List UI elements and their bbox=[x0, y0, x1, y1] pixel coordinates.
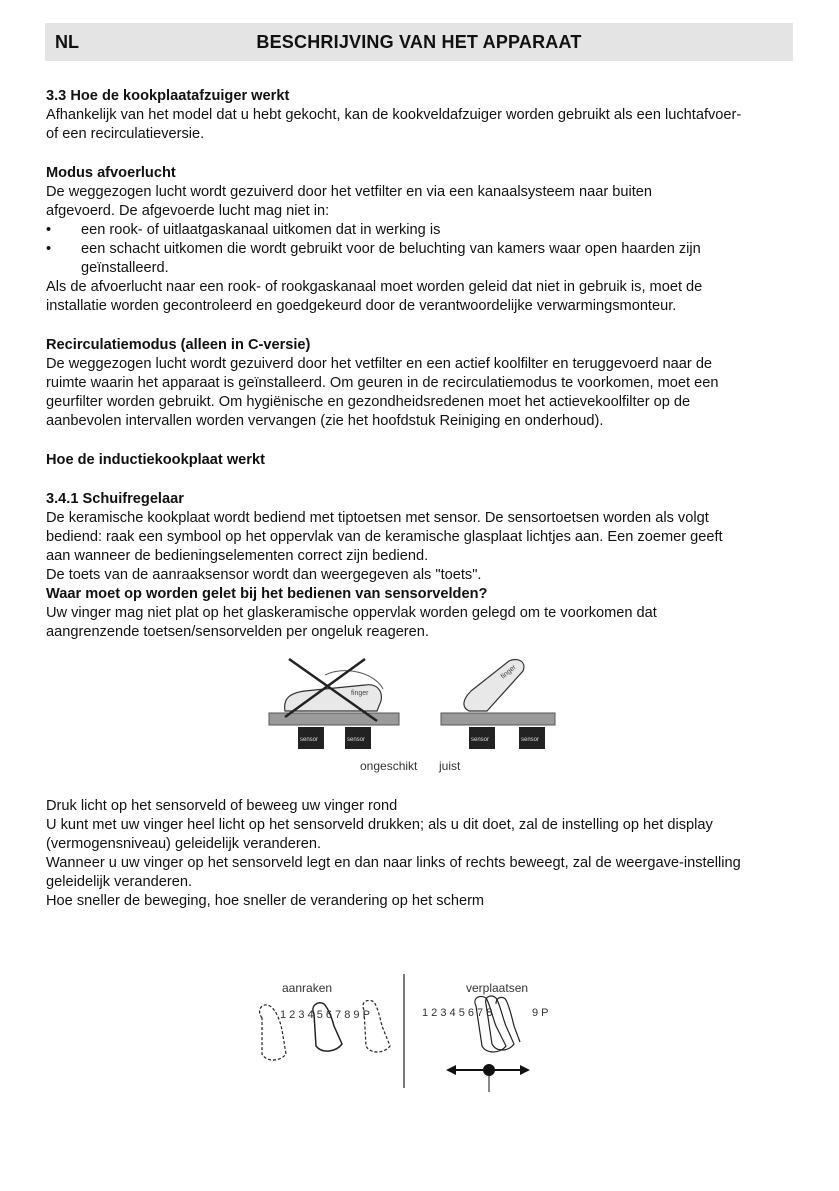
paragraph-line: aangrenzende toetsen/sensorvelden per ongeluk reageren. bbox=[46, 624, 429, 640]
sensor-label: sensor bbox=[300, 737, 319, 743]
bullet-mark: • bbox=[46, 241, 52, 257]
touch-slide-figure bbox=[250, 970, 570, 1095]
paragraph-line: Uw vinger mag niet plat op het glaskeramische oppervlak worden gelegd om te voorkomen dat bbox=[46, 605, 657, 621]
move-scale-end: 9 P bbox=[532, 1007, 549, 1019]
paragraph-line: De keramische kookplaat wordt bediend met tiptoetsen met sensor. De sensortoetsen worden als volgt bbox=[46, 510, 709, 526]
wrong-finger-illustration bbox=[269, 659, 399, 749]
paragraph-line: of een recirculatieversie. bbox=[46, 126, 205, 142]
paragraph-line: aanbevolen intervallen worden vervangen (zie het hoofdstuk Reiniging en onderhoud). bbox=[46, 413, 604, 429]
move-scale: 1 2 3 4 5 6 7 8 bbox=[422, 1007, 493, 1019]
move-label: verplaatsen bbox=[466, 981, 529, 995]
paragraph-line: ruimte waarin het apparaat is geïnstalleerd. Om geuren in de recirculatiemodus te voorkomen, moet een bbox=[46, 375, 719, 391]
list-item-text: geïnstalleerd. bbox=[81, 260, 169, 276]
paragraph-line: bediend: raak een symbool op het oppervlak van de keramische glasplaat lichtjes aan. Een zoemer geeft bbox=[46, 529, 723, 545]
list-item-text: een schacht uitkomen die wordt gebruikt voor de beluchting van kamers waar open haarden zijn bbox=[81, 241, 701, 257]
sensor-label: sensor bbox=[521, 737, 540, 743]
page-title: BESCHRIJVING VAN HET APPARAAT bbox=[256, 32, 582, 52]
sensor-label: sensor bbox=[347, 737, 366, 743]
section-heading-3-4-1: 3.4.1 Schuifregelaar bbox=[46, 491, 184, 507]
paragraph-line: Hoe sneller de beweging, hoe sneller de verandering op het scherm bbox=[46, 893, 485, 909]
finger-outline bbox=[475, 996, 506, 1052]
finger-label: finger bbox=[351, 690, 369, 697]
paragraph-line: Als de afvoerlucht naar een rook- of rookgaskanaal moet worden geleid dat niet in gebruik is, moet de bbox=[46, 279, 703, 295]
list-item-text: een rook- of uitlaatgaskanaal uitkomen dat in werking is bbox=[81, 222, 441, 238]
paragraph-line: Druk licht op het sensorveld of beweeg uw vinger rond bbox=[46, 798, 398, 814]
correct-finger-illustration bbox=[441, 659, 555, 749]
section-heading-3-3: 3.3 Hoe de kookplaatafzuiger werkt bbox=[46, 88, 290, 104]
paragraph-line: Wanneer u uw vinger op het sensorveld legt en dan naar links of rechts beweegt, zal de weergave-instelling bbox=[46, 855, 741, 871]
heading-recirculation-mode: Recirculatiemodus (alleen in C-versie) bbox=[46, 337, 311, 353]
paragraph-line: Afhankelijk van het model dat u hebt gekocht, kan de kookveldafzuiger worden gebruikt als een luchtafvoer- bbox=[46, 107, 742, 123]
touch-scale: 1 2 3 4 5 6 7 8 9 P bbox=[280, 1009, 370, 1021]
paragraph-line: geleidelijk veranderen. bbox=[46, 874, 193, 890]
caption-unsuitable: ongeschikt bbox=[360, 759, 418, 773]
paragraph-line: U kunt met uw vinger heel licht op het sensorveld drukken; als u dit doet, zal de instelling op het display bbox=[46, 817, 713, 833]
sensor-label: sensor bbox=[471, 737, 490, 743]
page-header bbox=[45, 23, 793, 61]
paragraph-line: afgevoerd. De afgevoerde lucht mag niet in: bbox=[46, 203, 330, 219]
finger-outline bbox=[486, 996, 514, 1050]
finger-position-figure bbox=[265, 655, 565, 755]
bullet-mark: • bbox=[46, 222, 52, 238]
paragraph-line: installatie worden gecontroleerd en goedgekeurd door de verantwoordelijke verwarmingsmonteur. bbox=[46, 298, 677, 314]
heading-exhaust-mode: Modus afvoerlucht bbox=[46, 165, 176, 181]
paragraph-line: De weggezogen lucht wordt gezuiverd door het vetfilter en een actief koolfilter en teruggevoerd naar de bbox=[46, 356, 713, 372]
finger-label: finger bbox=[499, 663, 518, 681]
touch-label: aanraken bbox=[282, 981, 333, 995]
paragraph-line: (vermogensniveau) geleidelijk veranderen. bbox=[46, 836, 322, 852]
language-code: NL bbox=[55, 32, 79, 52]
heading-induction: Hoe de inductiekookplaat werkt bbox=[46, 452, 265, 468]
paragraph-line: geurfilter worden gebruikt. Om hygiënische en gezondheidsredenen moet het actievekoolfilter op de bbox=[46, 394, 691, 410]
paragraph-line: De weggezogen lucht wordt gezuiverd door het vetfilter en via een kanaalsysteem naar buiten bbox=[46, 184, 653, 200]
paragraph-line: aan wanneer de bedieningselementen correct zijn bediend. bbox=[46, 548, 429, 564]
paragraph-line: De toets van de aanraaksensor wordt dan weergegeven als "toets". bbox=[46, 567, 482, 583]
arrow-right-head bbox=[520, 1065, 530, 1075]
touch-point bbox=[483, 1064, 495, 1076]
arrow-left-head bbox=[446, 1065, 456, 1075]
caption-correct: juist bbox=[439, 759, 461, 773]
question-heading: Waar moet op worden gelet bij het bedienen van sensorvelden? bbox=[46, 586, 488, 602]
finger-outline bbox=[496, 997, 520, 1042]
